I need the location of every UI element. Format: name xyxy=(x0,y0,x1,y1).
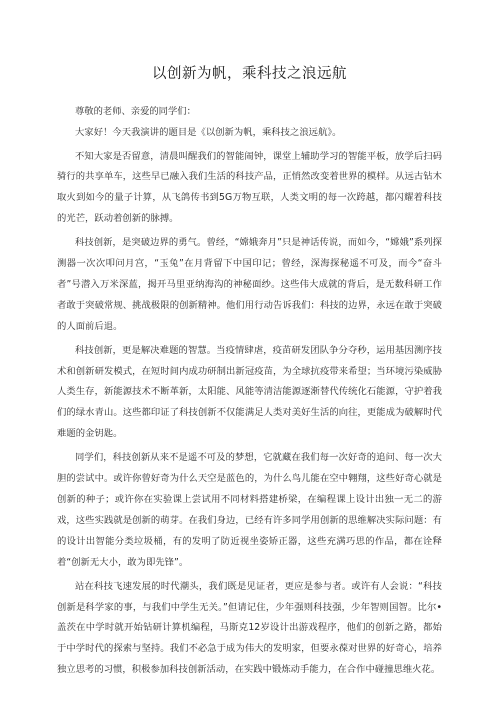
paragraph-4: 科技创新，更是解决难题的智慧。当疫情肆虐，疫苗研发团队争分夺秒，运用基因测序技术和创新研发模式，在短时间内成功研制出新冠疫苗，为全球抗疫带来希望；当环境污染威胁人类生存，新能源技术不断革新，太阳能、风能等清洁能源逐渐替代传统化石能源，守护着我们的绿水青山。这些都印证了科技创新不仅能满足人类对美好生活的向往，更能成为破解时代难题的金钥匙。 xyxy=(57,344,442,440)
paragraph-6: 站在科技飞速发展的时代潮头，我们既是见证者，更应是参与者。或许有人会说：“科技创新是科学家的事，与我们中学生无关。”但请记住，少年强则科技强，少年智则国智。比尔•盖茨在中学时就开始钻研计算机编程，马斯克12岁设计出游戏程序，他们的创新之路，都始于中学时代的探索与坚持。我们不必急于成为伟大的发明家，但要永葆对世界的好奇心，培养独立思考的习惯，积极参加科技创新活动，在实践中锻炼动手能力，在合作中碰撞思维火花。 xyxy=(57,580,442,676)
page-title: 以创新为帆，乘科技之浪远航 xyxy=(152,66,347,82)
paragraph-1: 大家好！今天我演讲的题目是《以创新为帆，乘科技之浪远航》。 xyxy=(75,126,342,138)
paragraph-2: 不知大家是否留意，清晨叫醒我们的智能闹钟，课堂上辅助学习的智能平板，放学后扫码骑行的共享单车，这些早已融入我们生活的科技产品，正悄然改变着世界的模样。从远古钻木取火到如今的量子计算，从飞鸽传书到5G万物互联，人类文明的每一次跨越，都闪耀着科技的光芒，跃动着创新的脉搏。 xyxy=(57,150,442,225)
greeting: 尊敬的老师、亲爱的同学们： xyxy=(75,106,196,117)
paragraph-3: 科技创新，是突破边界的勇气。曾经，“嫦娥奔月”只是神话传说，而如今，“嫦娥”系列探测器一次次叩问月宫，“玉兔”在月背留下中国印记；曾经，深海探秘遥不可及，而今“奋斗者”号潜入万米深蓝，揭开马里亚纳海沟的神秘面纱。这些伟大成就的背后，是无数科研工作者敢于突破常规、挑战极限的创新精神。他们用行动告诉我们：科技的边界，永远在敢于突破的人面前后退。 xyxy=(57,237,442,332)
paragraph-5: 同学们，科技创新从来不是遥不可及的梦想，它就藏在我们每一次好奇的追问、每一次大胆的尝试中。或许你曾好奇为什么天空是蓝色的，为什么鸟儿能在空中翱翔，这些好奇心就是创新的种子；或许你在实验课上尝试用不同材料搭建桥梁，在编程课上设计出独一无二的游戏，这些实践就是创新的萌芽。在我们身边，已经有许多同学用创新的思维解决实际问题：有的设计出智能分类垃圾桶，有的发明了防近视坐姿矫正器，这些充满巧思的作品，都在诠释着“创新无大小，敢为即先锋”。 xyxy=(57,452,442,568)
